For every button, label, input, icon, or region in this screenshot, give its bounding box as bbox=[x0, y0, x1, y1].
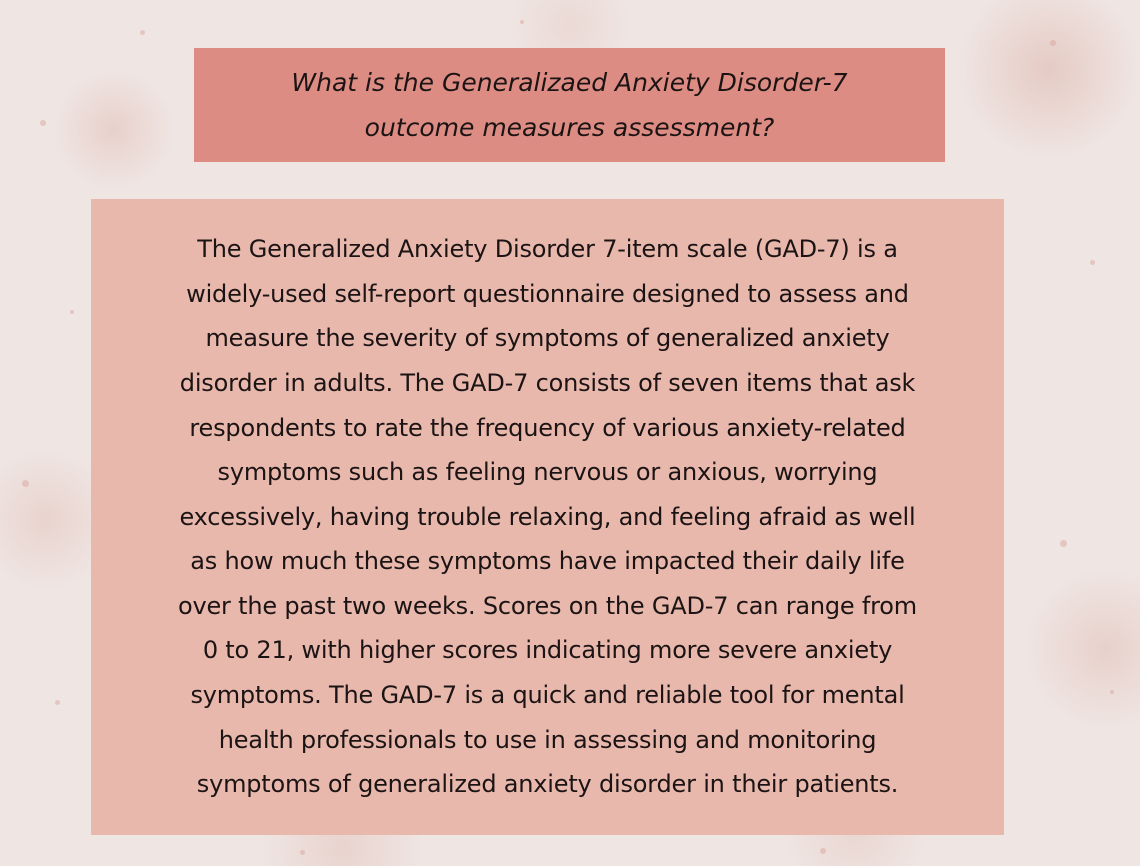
texture-speckle bbox=[40, 120, 46, 126]
description-line: as how much these symptoms have impacted their daily life bbox=[190, 547, 905, 576]
texture-speckle bbox=[520, 20, 524, 24]
texture-speckle bbox=[140, 30, 145, 35]
texture-speckle bbox=[1060, 540, 1067, 547]
texture-speckle bbox=[1050, 40, 1056, 46]
texture-speckle bbox=[820, 848, 826, 854]
description-line: symptoms such as feeling nervous or anxious, worrying bbox=[217, 458, 878, 487]
texture-speckle bbox=[1110, 690, 1114, 694]
description-line: measure the severity of symptoms of generalized anxiety bbox=[205, 324, 890, 353]
description-line: 0 to 21, with higher scores indicating more severe anxiety bbox=[202, 636, 893, 665]
description-text bbox=[108, 227, 988, 807]
description-line: respondents to rate the frequency of various anxiety-related bbox=[189, 413, 906, 442]
title-banner bbox=[194, 48, 945, 162]
texture-speckle bbox=[55, 700, 60, 705]
page-title bbox=[240, 60, 900, 150]
texture-speckle bbox=[300, 850, 305, 855]
description-line: disorder in adults. The GAD-7 consists of seven items that ask bbox=[179, 368, 916, 397]
texture-speckle bbox=[1090, 260, 1095, 265]
description-panel bbox=[91, 199, 1004, 835]
description-line: over the past two weeks. Scores on the GAD-7 can range from bbox=[178, 591, 917, 620]
description-line: health professionals to use in assessing and monitoring bbox=[218, 725, 877, 754]
texture-speckle bbox=[22, 480, 29, 487]
title-line: What is the Generalizaed Anxiety Disorder-7 bbox=[291, 68, 848, 97]
description-line: symptoms. The GAD-7 is a quick and reliable tool for mental bbox=[190, 681, 905, 710]
description-line: excessively, having trouble relaxing, and feeling afraid as well bbox=[179, 502, 916, 531]
description-line: symptoms of generalized anxiety disorder in their patients. bbox=[196, 770, 899, 799]
texture-speckle bbox=[70, 310, 74, 314]
title-line: outcome measures assessment? bbox=[364, 113, 775, 142]
description-line: The Generalized Anxiety Disorder 7-item scale (GAD-7) is a bbox=[197, 235, 898, 264]
description-line: widely-used self-report questionnaire designed to assess and bbox=[186, 279, 909, 308]
